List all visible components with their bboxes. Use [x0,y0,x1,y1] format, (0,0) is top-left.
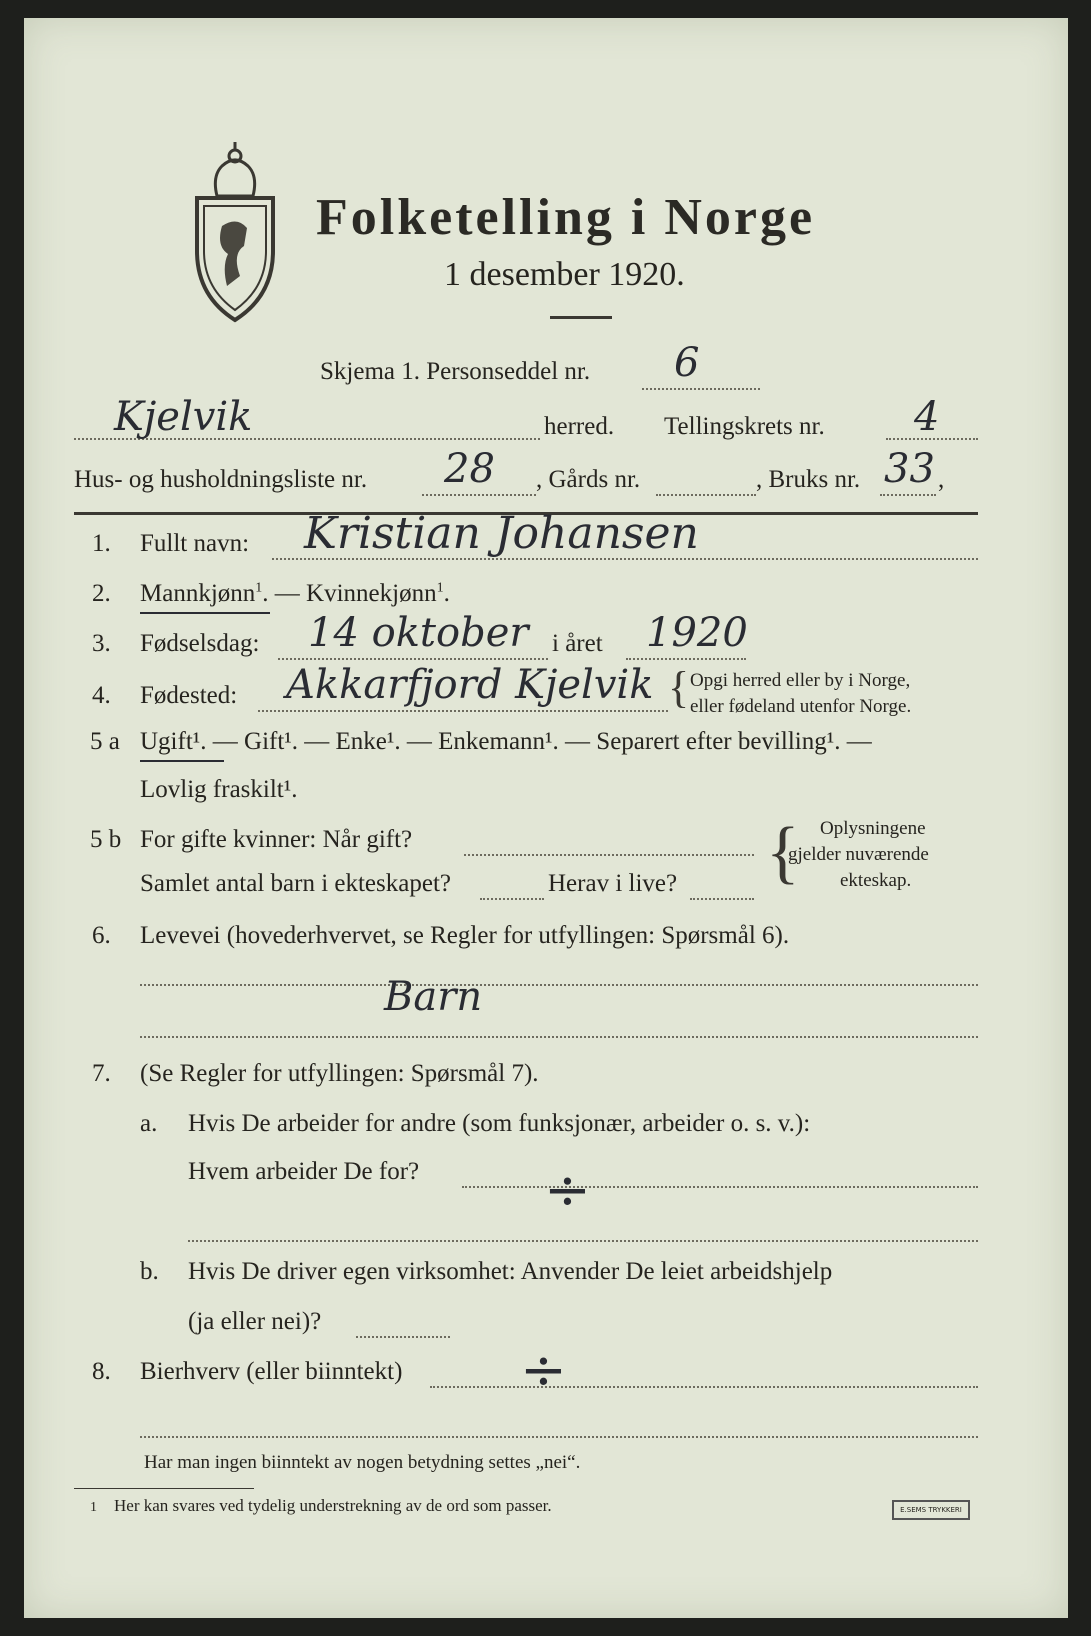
q6-field-line-2 [140,1036,978,1038]
q7b-field-line [356,1336,450,1338]
printer-stamp [892,1500,970,1520]
herred-value: Kjelvik [114,394,253,440]
q5b-note-2: gjelder nuværende [788,844,929,865]
q5a-number: 5 a [90,728,120,755]
q4-note-2: eller fødeland utenfor Norge. [690,696,912,717]
q3-number: 3. [92,630,111,657]
herred-label: herred. [544,413,615,440]
q3-label: Fødselsdag: [140,630,260,657]
q3-date-field-line [278,658,548,660]
q6-value: Barn [384,974,483,1020]
q6-label: Levevei (hovederhvervet, se Regler for utfyllingen: Spørsmål 6). [140,922,790,949]
q4-note-1: Opgi herred eller by i Norge, [690,670,911,691]
q2-number: 2. [92,580,111,607]
form-title: Folketelling i Norge [316,189,816,246]
household-label: Hus- og husholdningsliste nr. [74,466,368,493]
q1-value: Kristian Johansen [304,508,699,559]
q1-number: 1. [92,530,111,557]
q8-number: 8. [92,1358,111,1385]
q7-number: 7. [92,1060,111,1087]
q5a-line-2: Lovlig fraskilt¹. [140,776,298,803]
q2-male-underline [140,612,270,614]
gards-field-line [656,494,756,496]
q7b-label: Hvis De driver egen virksomhet: Anvender De leiet arbeidshjelp [188,1258,833,1285]
income-note: Har man ingen biinntekt av nogen betydning settes „nei“. [144,1452,581,1473]
q3-year-field-line [626,658,746,660]
q7-label: (Se Regler for utfyllingen: Spørsmål 7). [140,1060,539,1087]
q5b-children-field-line [480,898,544,900]
household-value: 28 [444,446,495,492]
q5b-note-1: Oplysningene [820,818,926,839]
q5b-children-label: Samlet antal barn i ekteskapet? [140,870,451,897]
schema-field-line [642,388,760,390]
title-divider [550,316,612,319]
q8-label: Bierhverv (eller biinntekt) [140,1358,403,1385]
q5b-note-3: ekteskap. [840,870,912,891]
q8-field-line-1 [430,1386,978,1388]
q8-field-line-2 [140,1436,978,1438]
q2-separator-female: . — Kvinnekjønn [262,580,437,607]
q6-number: 6. [92,922,111,949]
q3-value: 14 oktober [308,610,529,656]
q4-brace: { [668,663,690,712]
q7a-field-line-1 [462,1186,978,1188]
q5b-alive-label: Herav i live? [548,870,678,897]
q5a-marital-options: Ugift¹. — Gift¹. — Enke¹. — Enkemann¹. — Separert efter bevilling¹. — [140,728,872,755]
bruks-label: , Bruks nr. [756,466,861,493]
q6-field-line-1 [140,984,978,986]
printer-stamp-text: E.SEMS TRYKKERI [900,1506,962,1514]
bruks-value: 33 [884,446,935,492]
q7a-label-2: Hvem arbeider De for? [188,1158,420,1185]
q7b-label-2: (ja eller nei)? [188,1308,322,1335]
tellingskrets-value: 4 [914,394,940,440]
footnote-rule [74,1488,254,1489]
q5b-label: For gifte kvinner: Når gift? [140,826,413,853]
q4-value: Akkarfjord Kjelvik [286,662,654,708]
q3-year-value: 1920 [646,610,748,656]
q8-value: ÷ [520,1338,567,1403]
household-end: , [938,466,945,493]
q7a-number: a. [140,1110,158,1137]
q2-end: . [443,580,450,607]
q4-label: Fødested: [140,682,238,709]
q2-sex-options [140,580,450,608]
q2-male-option: Mannkjønn [140,580,256,607]
coat-of-arms-icon [192,136,278,326]
census-date: 1 desember 1920. [444,256,685,293]
tellingskrets-label: Tellingskrets nr. [664,413,825,440]
q7a-value: ÷ [544,1158,591,1223]
q5b-number: 5 b [90,826,122,853]
schema-value: 6 [674,340,700,386]
q5b-alive-field-line [690,898,754,900]
bruks-field-line [880,494,936,496]
q4-number: 4. [92,682,111,709]
footnote-text: Her kan svares ved tydelig understrekning av de ord som passer. [114,1496,552,1515]
schema-label: Skjema 1. Personseddel nr. [320,358,591,385]
q4-field-line [258,710,668,712]
census-form [24,18,1068,1618]
q3-year-label: i året [552,630,603,657]
q2-footnote-ref-1: 1 [255,580,263,596]
gards-label: , Gårds nr. [536,466,641,493]
q2-footnote-ref-2: 1 [436,580,444,596]
footnote-mark: 1 [90,1500,97,1515]
household-field-line [422,494,536,496]
q7a-field-line-2 [188,1240,978,1242]
q5a-ugift-underline [140,760,224,762]
q1-label: Fullt navn: [140,530,250,557]
q5b-married-field-line [464,854,754,856]
q5b-brace: { [766,814,800,891]
q7a-label: Hvis De arbeider for andre (som funksjonær, arbeider o. s. v.): [188,1110,811,1137]
q7b-number: b. [140,1258,159,1285]
